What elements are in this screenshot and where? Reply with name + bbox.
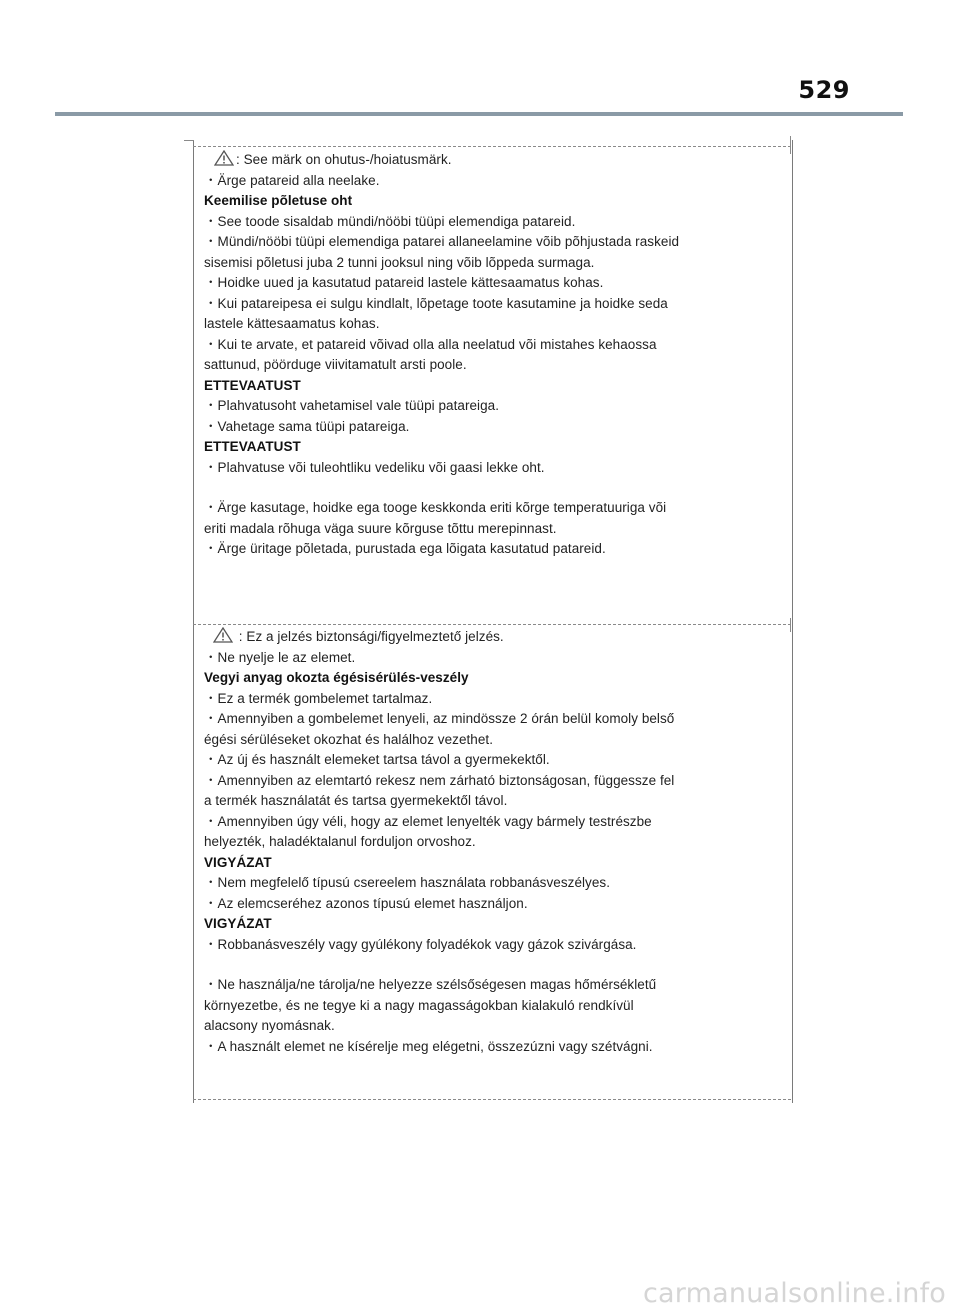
divider-tick-right	[790, 618, 791, 632]
header-rule	[55, 112, 903, 116]
hungarian-warning-line	[204, 627, 784, 648]
section-heading: Keemilise põletuse oht	[204, 193, 353, 208]
hungarian-warning-text: : Ez a jelzés biztonsági/figyelmeztető jelzés.	[235, 629, 504, 644]
text-line: alacsony nyomásnak.	[204, 1018, 335, 1033]
text-line: ・Az új és használt elemeket tartsa távol a gyermekektől.	[204, 752, 550, 767]
text-line: ・Ärge patareid alla neelake.	[204, 172, 380, 188]
section-heading: Vegyi anyag okozta égésisérülés-veszély	[204, 670, 469, 685]
text-line: környezetbe, és ne tegye ki a nagy magasságokban kialakuló rendkívül	[204, 997, 634, 1013]
estonian-warning-text: : See märk on ohutus-/hoiatusmärk.	[236, 152, 452, 167]
text-line: ・Ärge üritage põletada, purustada ega lõigata kasutatud patareid.	[204, 541, 606, 556]
section-heading: ETTEVAATUST	[204, 377, 301, 393]
text-line: ・Vahetage sama tüüpi patareiga.	[204, 418, 410, 434]
text-line: eriti madala rõhuga väga suure kõrguse tõttu merepinnast.	[204, 520, 557, 536]
text-line: ・Az elemcseréhez azonos típusú elemet használjon.	[204, 895, 528, 911]
warning-triangle-icon	[213, 627, 233, 643]
estonian-section	[204, 150, 784, 560]
section-divider	[193, 624, 791, 625]
text-line: ・Kui te arvate, et patareid võivad olla alla neelatud või mistahes kehaossa	[204, 336, 657, 352]
text-line: égési sérüléseket okozhat és halálhoz vezethet.	[204, 731, 494, 747]
estonian-lines	[204, 171, 784, 560]
text-line: ・Ne nyelje le az elemet.	[204, 649, 356, 665]
text-line: ・Nem megfelelő típusú csereelem használata robbanásveszélyes.	[204, 875, 611, 890]
text-line: ・Robbanásveszély vagy gyúlékony folyadékok vagy gázok szivárgása.	[204, 936, 637, 952]
frame-bottom-rule	[193, 1099, 791, 1100]
text-line: ・Plahvatusoht vahetamisel vale tüüpi patareiga.	[204, 398, 500, 413]
text-line: ・Mündi/nööbi tüüpi elemendiga patarei allaneelamine võib põhjustada raskeid	[204, 234, 680, 249]
text-line: ・Ez a termék gombelemet tartalmaz.	[204, 690, 433, 706]
text-line: lastele kättesaamatus kohas.	[204, 316, 380, 331]
text-line: ・Amennyiben az elemtartó rekesz nem zárható biztonságosan, függessze fel	[204, 772, 675, 788]
text-line: ・Ne használja/ne tárolja/ne helyezze szélsőségesen magas hőmérsékletű	[204, 977, 657, 992]
watermark: carmanualsonline.info	[643, 1278, 946, 1309]
warning-triangle-icon	[214, 150, 234, 166]
text-line: sattunud, pöörduge viivitamatult arsti poole.	[204, 357, 467, 372]
text-line: helyezték, haladéktalanul forduljon orvoshoz.	[204, 834, 476, 849]
corner-tick-top-right	[790, 136, 791, 154]
text-line: ・See toode sisaldab mündi/nööbi tüüpi elemendiga patareid.	[204, 213, 576, 229]
text-line: ・Kui patareipesa ei sulgu kindlalt, lõpetage toote kasutamine ja hoidke seda	[204, 295, 668, 311]
section-heading: ETTEVAATUST	[204, 439, 301, 454]
text-line: ・Plahvatuse või tuleohtliku vedeliku või gaasi lekke oht.	[204, 459, 545, 475]
section-heading: VIGYÁZAT	[204, 916, 272, 931]
text-line: ・Amennyiben úgy véli, hogy az elemet lenyelték vagy bármely testrészbe	[204, 813, 652, 829]
hungarian-lines	[204, 648, 784, 1058]
text-line: sisemisi põletusi juba 2 tunni jooksul ning võib lõppeda surmaga.	[204, 254, 595, 270]
text-line: a termék használatát és tartsa gyermekektől távol.	[204, 793, 508, 808]
frame-top-rule	[193, 146, 791, 147]
text-line: ・A használt elemet ne kísérelje meg elégetni, összezúzni vagy szétvágni.	[204, 1038, 653, 1054]
corner-tick-top-left	[184, 140, 194, 141]
text-line: ・Ärge kasutage, hoidke ega tooge keskkonda eriti kõrge temperatuuriga või	[204, 500, 667, 515]
text-line: ・Hoidke uued ja kasutatud patareid lastele kättesaamatus kohas.	[204, 275, 604, 290]
text-line: ・Amennyiben a gombelemet lenyeli, az mindössze 2 órán belül komoly belső	[204, 711, 675, 726]
page-number: 529	[798, 76, 850, 104]
estonian-warning-line	[204, 150, 784, 171]
hungarian-section	[204, 627, 784, 1057]
section-heading: VIGYÁZAT	[204, 854, 272, 870]
